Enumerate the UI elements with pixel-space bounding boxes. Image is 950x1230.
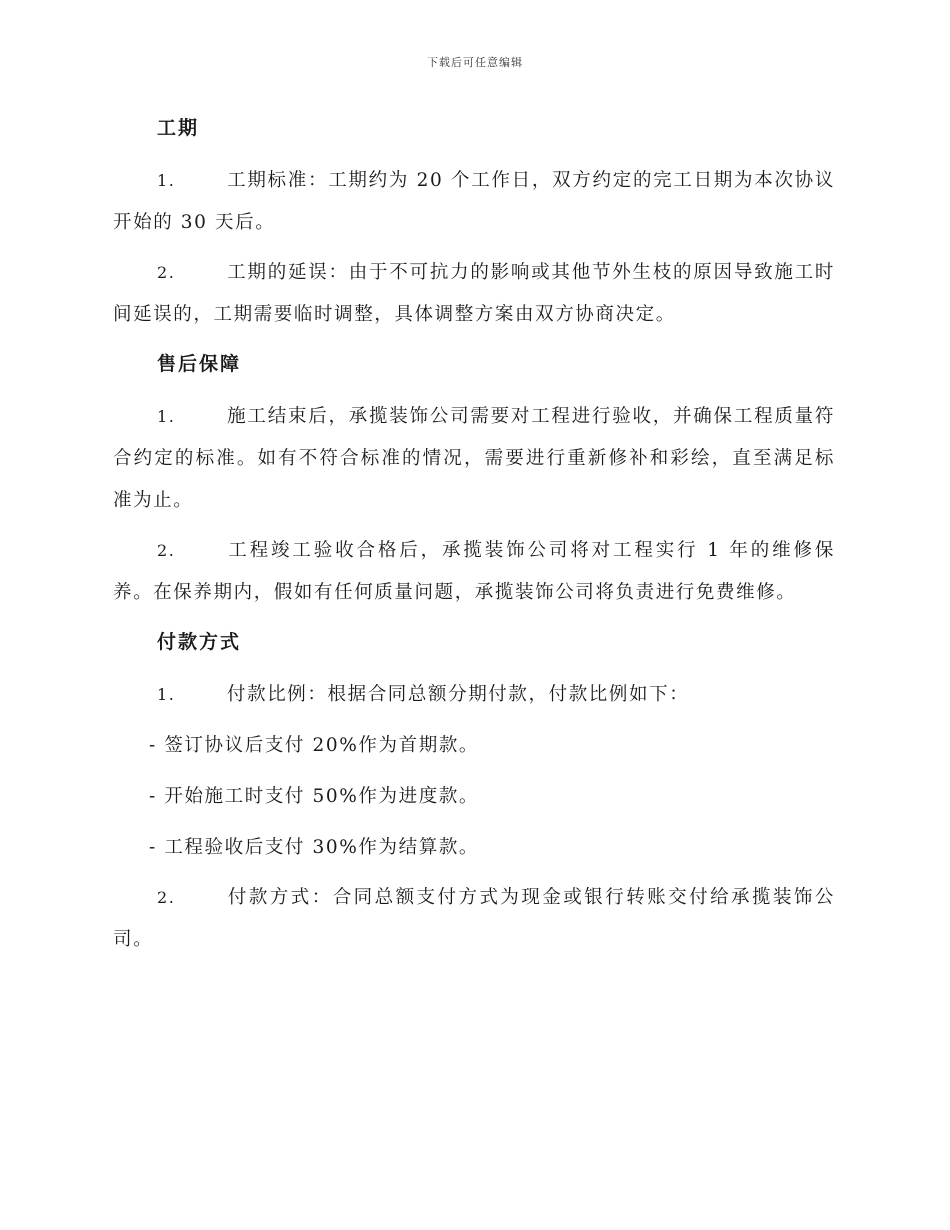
item-text: 工期标准：工期约为 20 个工作日，双方约定的完工日期为本次协议开始的 30 天后。 <box>113 170 835 233</box>
section-title: 售后保障 <box>157 353 242 375</box>
item-number: 2. <box>157 888 176 907</box>
document-body <box>113 110 835 961</box>
item-text: 付款比例：根据合同总额分期付款，付款比例如下： <box>227 684 690 705</box>
section-schedule <box>113 110 835 336</box>
item-text: 工期的延误：由于不可抗力的影响或其他节外生枝的原因导致施工时间延误的，工期需要临时调整，具体调整方案由双方协商决定。 <box>113 262 835 325</box>
numbered-paragraph <box>113 396 835 522</box>
payment-bullet: - 工程验收后支付 30%作为结算款。 <box>149 837 480 858</box>
section-title: 付款方式 <box>157 631 242 653</box>
item-text: 施工结束后，承揽装饰公司需要对工程进行验收，并确保工程质量符合约定的标准。如有不符合标准的情况，需要进行重新修补和彩绘，直至满足标准为止。 <box>113 406 835 511</box>
item-number: 1. <box>157 171 176 190</box>
section-after-sales <box>113 346 835 614</box>
item-text: 工程竣工验收合格后，承揽装饰公司将对工程实行 1 年的维修保养。在保养期内，假如有任何质量问题，承揽装饰公司将负责进行免费维修。 <box>113 540 835 603</box>
payment-bullet: - 签订协议后支付 20%作为首期款。 <box>149 735 480 756</box>
numbered-paragraph <box>113 160 835 244</box>
item-number: 1. <box>157 407 176 426</box>
payment-bullet: - 开始施工时支付 50%作为进度款。 <box>149 786 480 807</box>
item-text: 付款方式：合同总额支付方式为现金或银行转账交付给承揽装饰公司。 <box>113 887 835 950</box>
page-header: 下载后可任意编辑 <box>427 56 523 69</box>
numbered-paragraph <box>113 674 835 716</box>
section-payment <box>113 624 835 961</box>
numbered-paragraph <box>113 530 835 614</box>
item-number: 1. <box>157 685 176 704</box>
section-title: 工期 <box>157 117 200 139</box>
numbered-paragraph <box>113 252 835 336</box>
numbered-paragraph <box>113 877 835 961</box>
item-number: 2. <box>157 541 176 560</box>
item-number: 2. <box>157 263 176 282</box>
